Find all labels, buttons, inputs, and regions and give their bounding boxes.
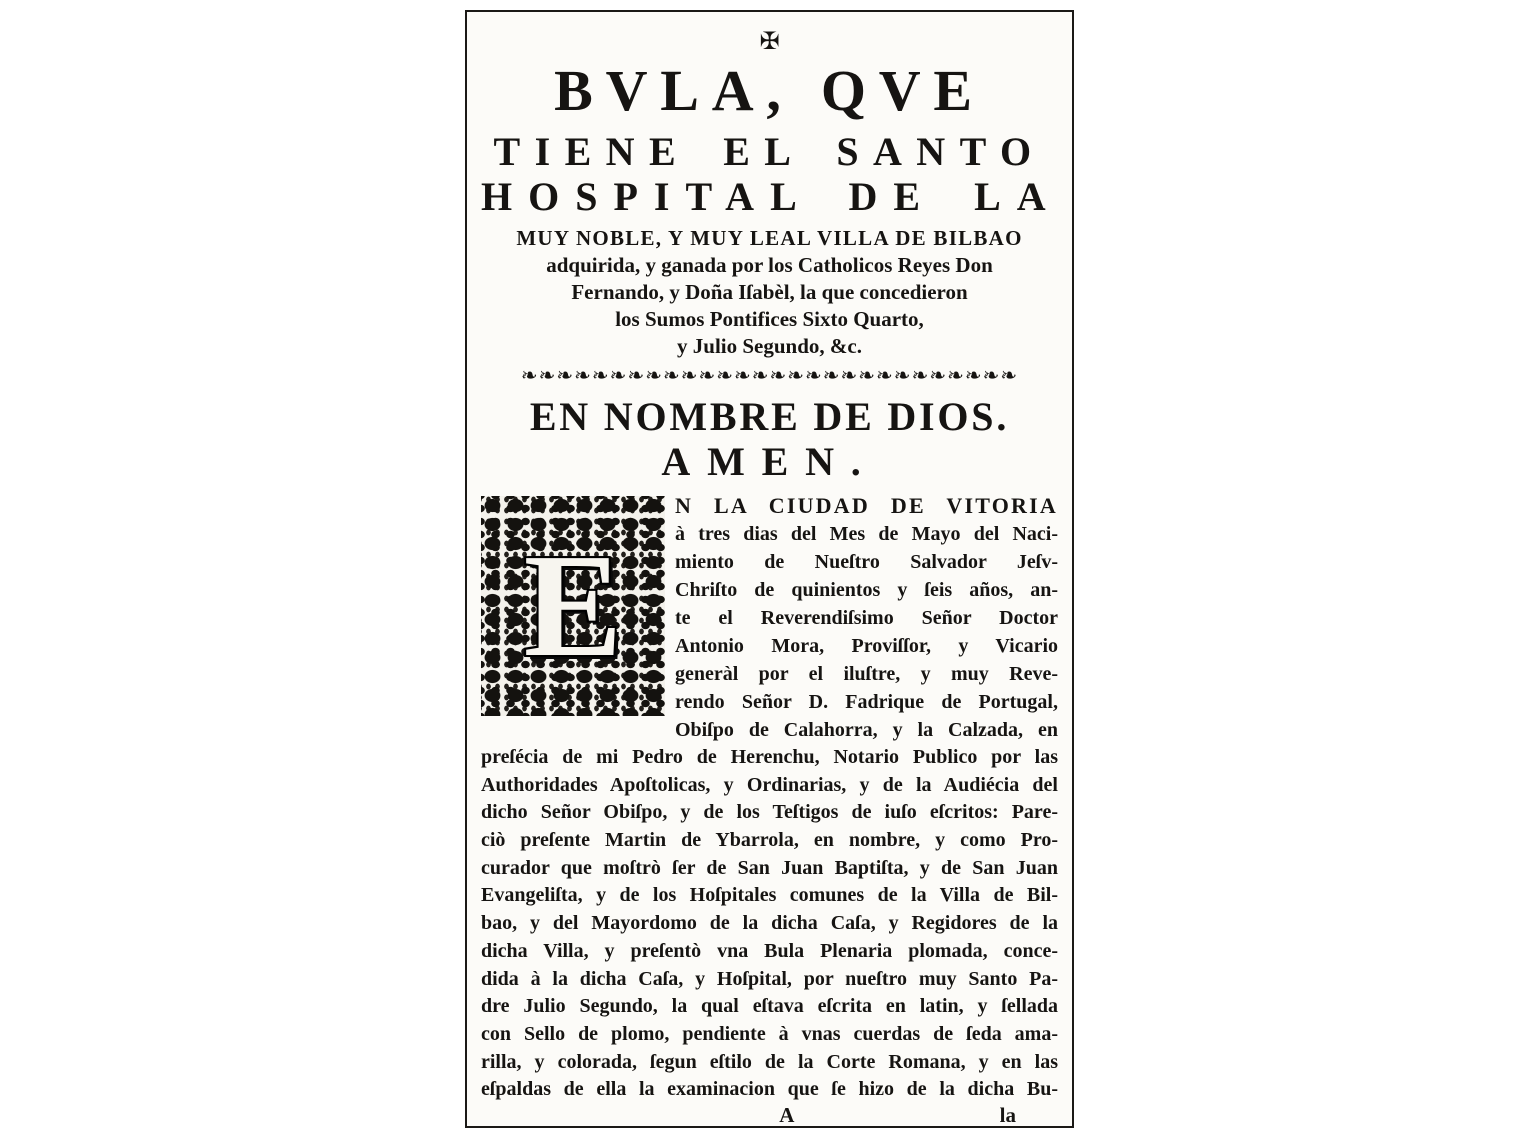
drop-cap-letter: E [523,524,623,688]
body-line: Obiſpo de Calahorra, y la Calzada, en [675,719,1058,741]
body-line: rendo Señor D. Fadrique de Portugal, [675,691,1058,713]
body-line: dida à la dicha Caſa, y Hoſpital, por nueſtro muy Santo Pa- [481,967,1058,990]
body-line: te el Reverendiſsimo Señor Doctor [675,607,1058,629]
body-text [481,492,1058,1104]
title-line-3: HOSPITAL DE LA [481,174,1062,219]
page-content [467,26,1072,1126]
signature-mark: A [779,1102,795,1127]
fleuron-divider-ornament: ❧❧❧❧❧❧❧❧❧❧❧❧❧❧❧❧❧❧❧❧❧❧❧❧❧❧❧❧ [520,363,1019,387]
body-line: N LA CIUDAD DE VITORIA [675,493,1058,518]
subtitle-line: adquirida, y ganada por los Catholicos Reyes Don [546,253,993,277]
subtitle-line: Fernando, y Doña Iſabèl, la que concedieron [571,280,968,304]
body-line: preſécia de mi Pedro de Herenchu, Notario Publico por las [481,746,1058,768]
subtitle-line: MUY NOBLE, Y MUY LEAL VILLA DE BILBAO [516,226,1023,250]
document-page [465,10,1074,1128]
invocation-line-1: EN NOMBRE DE DIOS. [529,394,1010,439]
body-line: miento de Nueſtro Salvador Jeſv- [675,551,1058,573]
indented-column [675,492,1058,744]
body-line: dicha Villa, y preſentò vna Bula Plenaria plomada, conce- [481,939,1058,962]
body-line: curador que moſtrò ſer de San Juan Baptiſta, y de San Juan [481,856,1058,879]
body-opening-section [481,492,1058,744]
page-footer [481,1104,1058,1126]
body-line: dre Julio Segundo, la qual eſtava eſcrita en latin, y ſellada [481,995,1058,1018]
drop-cap-woodcut [481,496,665,716]
body-line: eſpaldas de ella la examinacion que ſe hizo de la dicha Bu- [481,1078,1058,1101]
body-line: con Sello de plomo, pendiente à vnas cuerdas de ſeda ama- [481,1022,1058,1045]
body-line: dicho Señor Obiſpo, y de los Teſtigos de iuſo eſcritos: Pare- [481,801,1058,824]
invocation-line-2: AMEN. [661,439,878,484]
title-line-1: BVLA, QVE [554,58,985,123]
body-line: generàl por el iluſtre, y muy Reve- [675,663,1058,685]
title-line-2: TIENE EL SANTO [493,129,1046,174]
cross-pattee-icon: ✠ [759,27,780,55]
body-line: Authoridades Apoſtolicas, y Ordinarias, y de la Audiécia del [481,773,1058,796]
body-line: Chriſto de quinientos y ſeis años, an- [675,579,1058,601]
body-line: ciò preſente Martin de Ybarrola, en nombre, y como Pro- [481,829,1058,852]
body-line: rilla, y colorada, ſegun eſtilo de la Corte Romana, y en las [481,1050,1058,1073]
subtitle-line: y Julio Segundo, &c. [677,334,862,358]
body-line: Evangeliſta, y de los Hoſpitales comunes de la Villa de Bil- [481,884,1058,907]
catchword: la [999,1102,1016,1127]
body-line: Antonio Mora, Proviſſor, y Vicario [675,635,1058,657]
body-line: à tres dias del Mes de Mayo del Naci- [675,523,1058,545]
body-line: bao, y del Mayordomo de la dicha Caſa, y Regidores de la [481,912,1058,935]
subtitle-line: los Sumos Pontifices Sixto Quarto, [615,307,924,331]
